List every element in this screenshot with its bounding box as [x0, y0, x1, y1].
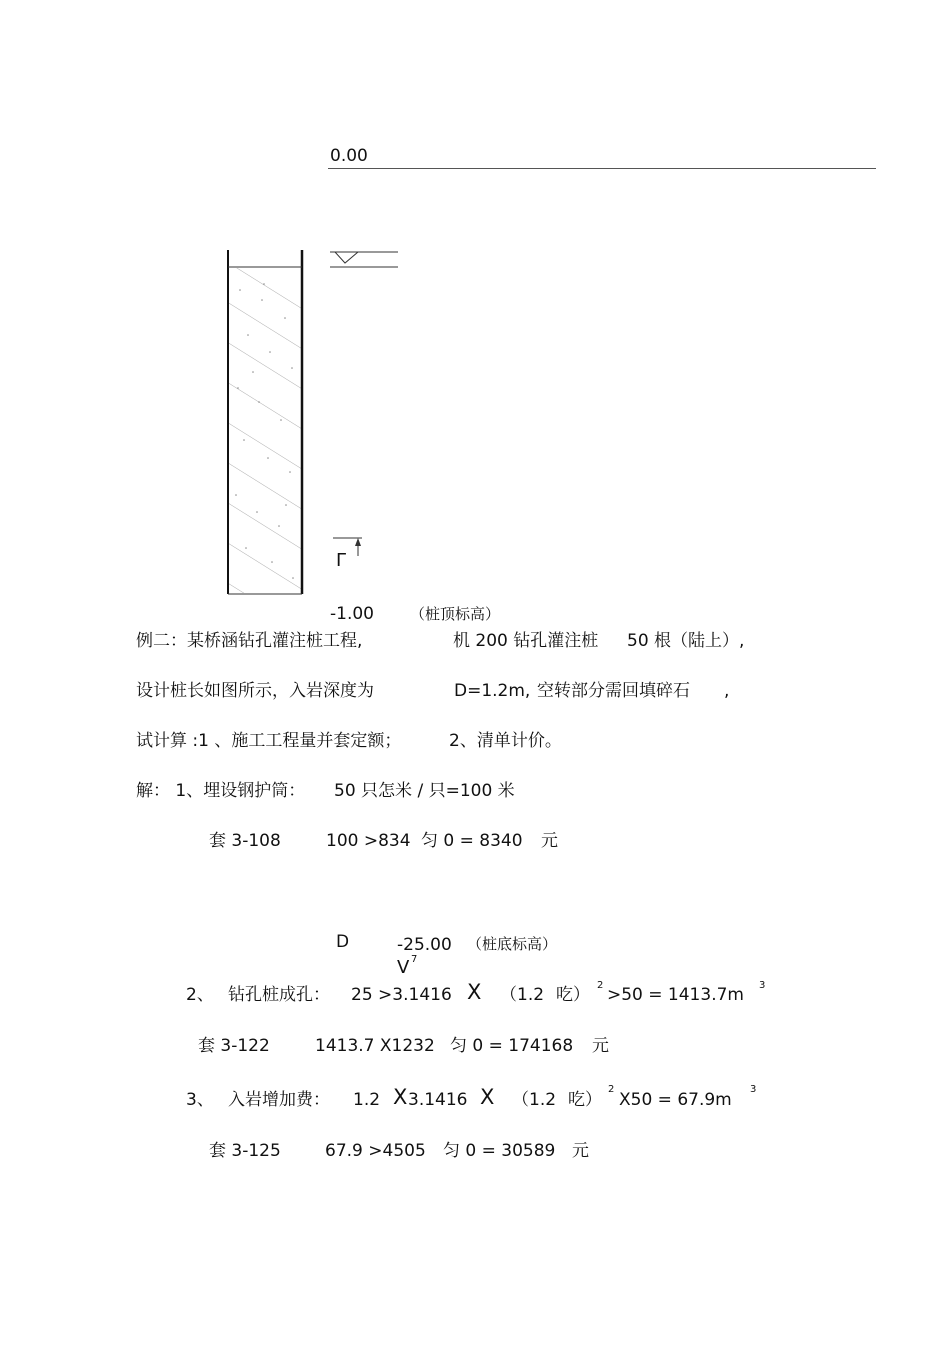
- solution-2e: >50 = 1413.7m: [607, 985, 744, 1005]
- quota-1-result: 匀 0 = 8340: [421, 831, 523, 851]
- solution-3-multiply-1: X: [393, 1085, 408, 1109]
- solution-2-number: 2、: [186, 985, 214, 1005]
- marker-d: D: [336, 932, 350, 952]
- quota-3-unit: 元: [572, 1141, 589, 1161]
- solution-2d: 吃）: [556, 985, 590, 1005]
- marker-gamma: Γ: [336, 550, 347, 571]
- quota-2-unit: 元: [592, 1036, 609, 1056]
- solution-2-multiply: X: [467, 980, 482, 1004]
- solution-2-sup2: 2: [597, 980, 604, 991]
- solution-3e: 吃）: [568, 1090, 602, 1110]
- elevation-pile-top-note: （桩顶标高）: [410, 605, 501, 623]
- solution-3-multiply-2: X: [480, 1085, 495, 1109]
- quota-3-calc: 67.9 >4505: [325, 1141, 426, 1161]
- solution-3c: 3.1416: [408, 1090, 468, 1110]
- elevation-top-label: 0.00: [330, 146, 368, 166]
- problem-line-2c: 空转部分需回填碎石: [537, 681, 690, 701]
- quota-1-unit: 元: [541, 831, 558, 851]
- problem-line-2d: ,: [724, 681, 730, 701]
- solution-3-sup2: 2: [608, 1084, 615, 1095]
- problem-line-3b: 2、清单计价。: [449, 731, 562, 751]
- solution-2b: 25 >3.1416: [351, 985, 452, 1005]
- quota-3-result: 匀 0 = 30589: [443, 1141, 556, 1161]
- solution-3b: 1.2: [353, 1090, 381, 1110]
- problem-line-2b: D=1.2m,: [454, 681, 531, 701]
- solution-2c: （1.2: [500, 985, 545, 1005]
- quota-2-calc: 1413.7 X1232: [315, 1036, 435, 1056]
- quota-2-code: 套 3-122: [198, 1036, 270, 1056]
- elevation-pile-top-label: -1.00: [330, 604, 374, 624]
- solution-1a: 解： 1、埋设钢护筒：: [136, 781, 306, 801]
- marker-v: V: [397, 957, 410, 978]
- problem-line-3a: 试计算 :1 、施工工程量并套定额；: [136, 731, 402, 751]
- solution-2a: 钻孔桩成孔：: [228, 985, 330, 1005]
- problem-line-1c: 50 根（陆上）,: [627, 631, 745, 651]
- quota-1-calc: 100 >834: [326, 831, 411, 851]
- solution-3-sup3: 3: [750, 1084, 757, 1095]
- problem-line-1b: 机 200 钻孔灌注桩: [453, 631, 599, 651]
- quota-1-code: 套 3-108: [209, 831, 281, 851]
- quota-2-result: 匀 0 = 174168: [450, 1036, 574, 1056]
- marker-v-superscript: 7: [411, 954, 418, 965]
- solution-1b: 50 只怎米 / 只=100 米: [334, 781, 515, 801]
- solution-3a: 入岩增加费：: [228, 1090, 330, 1110]
- solution-2-sup3: 3: [759, 980, 766, 991]
- solution-3f: X50 = 67.9m: [619, 1090, 732, 1110]
- pile-body: [229, 268, 301, 593]
- elevation-pile-bottom-label: -25.00: [397, 935, 452, 955]
- problem-line-1a: 例二：某桥涵钻孔灌注桩工程,: [136, 631, 363, 651]
- solution-3d: （1.2: [512, 1090, 557, 1110]
- solution-3-number: 3、: [186, 1090, 214, 1110]
- problem-line-2a: 设计桩长如图所示，入岩深度为: [136, 681, 374, 701]
- elevation-pile-bottom-note: （桩底标高）: [467, 935, 558, 953]
- quota-3-code: 套 3-125: [209, 1141, 281, 1161]
